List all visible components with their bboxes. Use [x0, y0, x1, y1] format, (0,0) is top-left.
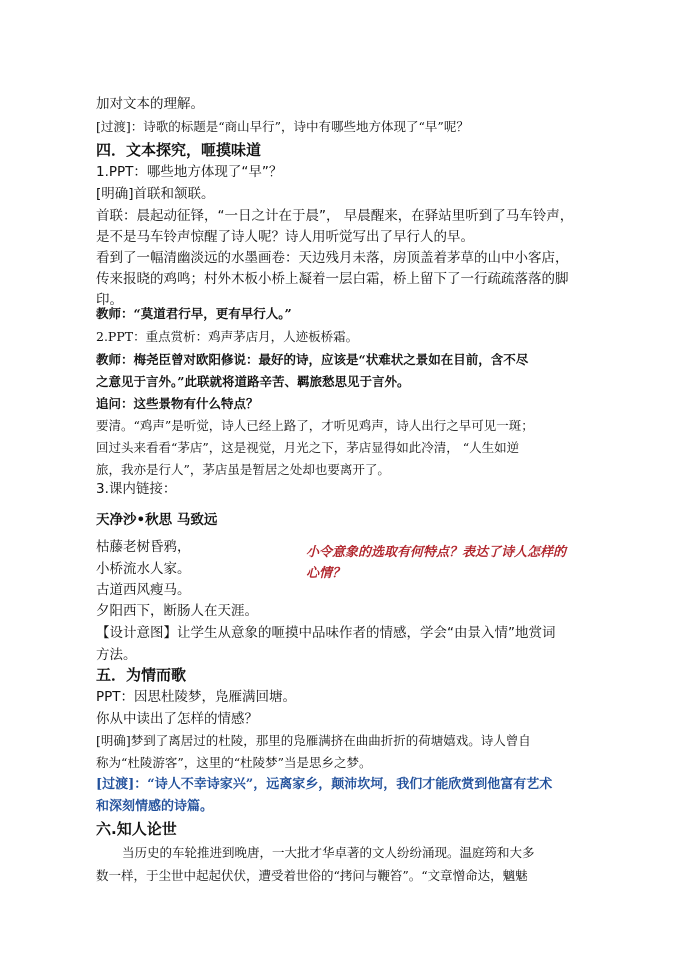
teacher-line: 之意见于言外。”此联就将道路辛苦、羁旅愁思见于言外。 [96, 374, 410, 389]
text-line: 1.PPT：哪些地方体现了“早”？ [96, 164, 283, 180]
text-line: 3.课内链接： [96, 481, 177, 497]
text-line: 称为“杜陵游客”，这里的“杜陵梦”当是思乡之梦。 [96, 755, 372, 770]
poem-line: 夕阳西下，断肠人在天涯。 [96, 603, 258, 619]
text-line: PPT：因思杜陵梦，凫雁满回塘。 [96, 689, 297, 705]
poem-line: 枯藤老树昏鸦， [96, 539, 191, 555]
text-line: 旅，我亦是行人”，茅店虽是暂居之处却也要离开了。 [96, 462, 390, 477]
margin-note: 小令意象的选取有何特点？表达了诗人怎样的心情？ [306, 545, 567, 581]
text-line: 传来报晓的鸡鸣；村外木板小桥上凝着一层白霜，桥上留下了一行疏疏落落的脚 [96, 271, 569, 287]
text-line: 首联：晨起动征铎，“一日之计在于晨”， 早晨醒来，在驿站里听到了马车铃声， [96, 208, 574, 224]
section-heading: 六.知人论世 [96, 820, 177, 838]
teacher-line: 教师：“莫道君行早，更有早行人。” [96, 306, 292, 321]
poem-title: 天净沙•秋思 马致远 [96, 512, 218, 528]
text-line: 要清。“鸡声”是听觉，诗人已经上路了，才听见鸡声，诗人出行之早可见一斑； [96, 418, 534, 433]
text-line: [明确]梦到了离居过的杜陵，那里的凫雁满挤在曲曲折折的荷塘嬉戏。诗人曾自 [96, 733, 531, 748]
text-line: 你从中读出了怎样的情感？ [96, 711, 258, 727]
section-heading: 四．文本探究，咂摸味道 [96, 141, 262, 159]
text-line: 回过头来看看“茅店”，这是视觉，月光之下，茅店显得如此冷清， “人生如逆 [96, 440, 520, 455]
text-line: 数一样，于尘世中起起伏伏，遭受着世俗的“拷问与鞭笞”。“文章憎命达，魑魅 [96, 868, 528, 883]
text-line: [明确]首联和颔联。 [96, 186, 215, 202]
teacher-line: 教师：梅尧臣曾对欧阳修说：最好的诗，应该是“状难状之景如在目前，含不尽 [96, 352, 529, 367]
transition-line: [过渡]：“诗人不幸诗家兴”，远离家乡，颠沛坎坷，我们才能欣赏到他富有艺术 [96, 777, 553, 792]
text-line: 看到了一幅清幽淡远的水墨画卷：天边残月未落，房顶盖着茅草的山中小客店， [96, 250, 569, 266]
text-line: 是不是马车铃声惊醒了诗人呢？诗人用听觉写出了早行人的早。 [96, 229, 474, 245]
text-line: 印。 [96, 292, 123, 308]
transition-line: 和深刻情感的诗篇。 [96, 799, 214, 814]
text-line: 加对文本的理解。 [96, 96, 204, 112]
transition-line: [过渡]：诗歌的标题是“商山早行”，诗中有哪些地方体现了“早”呢？ [96, 119, 469, 134]
text-line: 2.PPT：重点赏析：鸡声茅店月，人迹板桥霜。 [96, 329, 359, 344]
text-line: 方法。 [96, 647, 137, 663]
section-heading: 五．为情而歌 [96, 666, 187, 684]
poem-line: 古道西风瘦马。 [96, 582, 191, 598]
poem-line: 小桥流水人家。 [96, 561, 191, 577]
question-line: 追问：这些景物有什么特点？ [96, 396, 259, 411]
text-line: 当历史的车轮推进到晚唐，一大批才华卓著的文人纷纷涌现。温庭筠和大多 [122, 845, 535, 860]
text-line: 【设计意图】让学生从意象的咂摸中品味作者的情感，学会“由景入情”地赏词 [96, 625, 556, 641]
